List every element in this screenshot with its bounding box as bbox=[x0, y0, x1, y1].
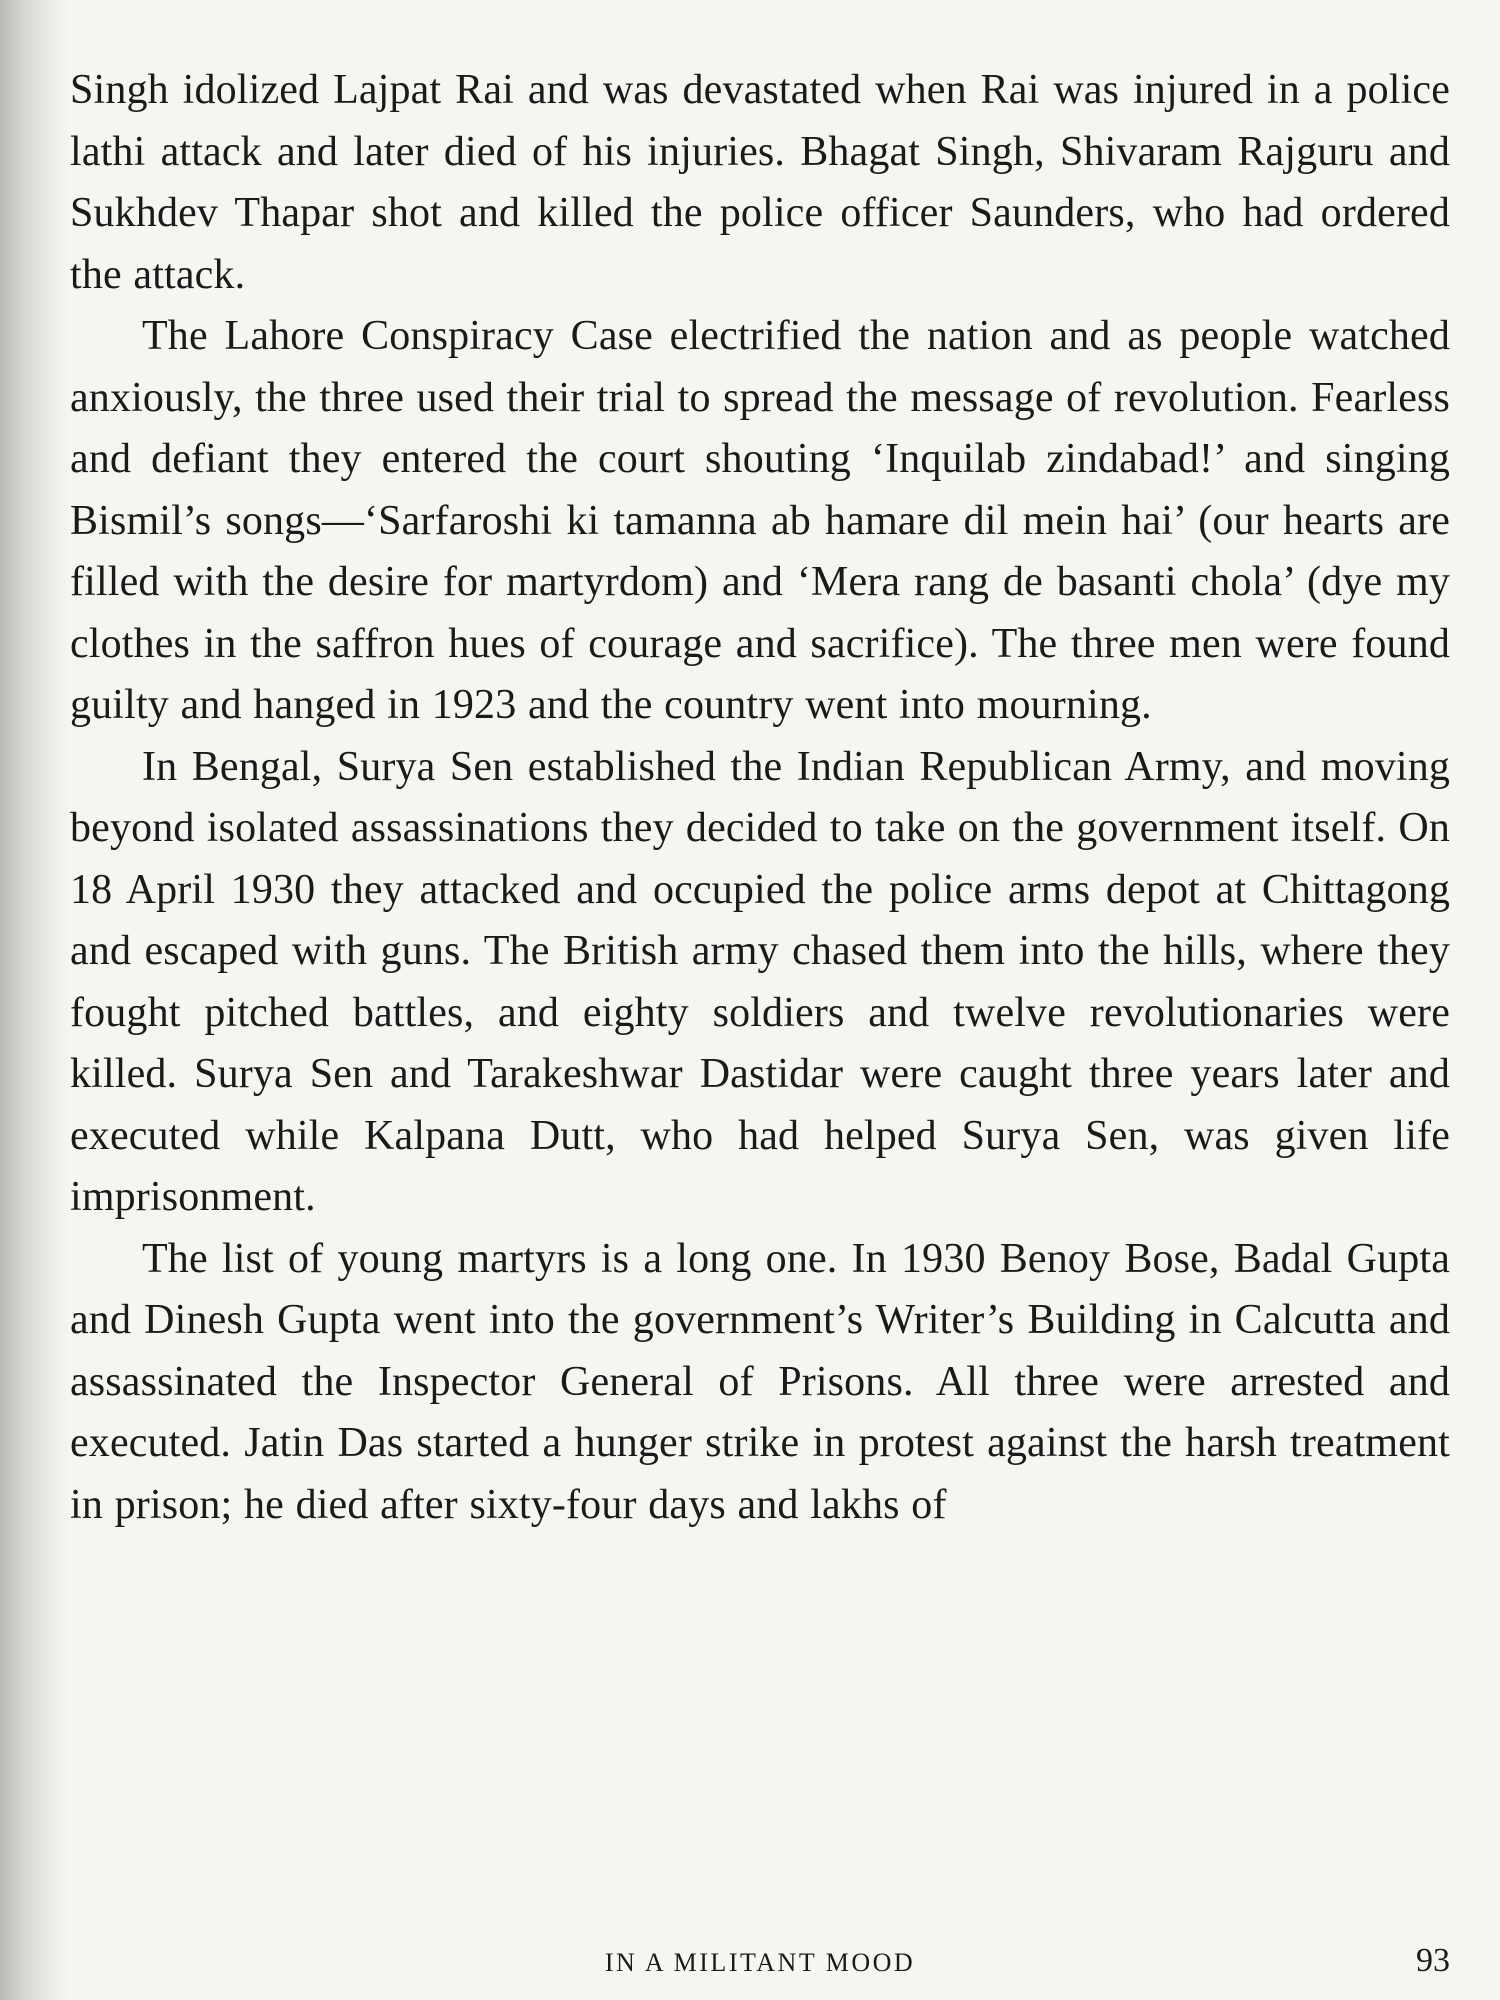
running-head: IN A MILITANT MOOD bbox=[604, 1948, 916, 1977]
page-footer bbox=[70, 1942, 1450, 1988]
binding-shadow bbox=[0, 0, 70, 2000]
paragraph-2: The Lahore Conspiracy Case electrified the nation and as people watched anxiously, the three used their trial to spread the message of revolution. Fearless and defiant they entered the court shouting ‘Inquilab zindabad!’ and singing Bismil’s songs—‘Sarfaroshi ki tamanna ab hamare dil mein hai’ (our hearts are filled with the desire for martyrdom) and ‘Mera rang de basanti chola’ (dye my clothes in the saffron hues of courage and sacrifice). The three men were found guilty and hanged in 1923 and the country went into mourning. bbox=[70, 313, 1450, 728]
page-number: 93 bbox=[1416, 1942, 1450, 1979]
paragraph-1: Singh idolized Lajpat Rai and was devastated when Rai was injured in a police lathi attack and later died of his injuries. Bhagat Singh, Shivaram Rajguru and Sukhdev Thapar shot and killed the police officer Saunders, who had ordered the attack. bbox=[70, 67, 1450, 298]
page-body bbox=[70, 60, 1450, 1536]
paragraph-4: The list of young martyrs is a long one. In 1930 Benoy Bose, Badal Gupta and Dinesh Gupta went into the government’s Writer’s Building in Calcutta and assassinated the Inspector General of Prisons. All three were arrested and executed. Jatin Das started a hunger strike in protest against the harsh treatment in prison; he died after sixty-four days and lakhs of bbox=[70, 1235, 1450, 1528]
paragraph-3: In Bengal, Surya Sen established the Indian Republican Army, and moving beyond isolated assassinations they decided to take on the government itself. On 18 April 1930 they attacked and occupied the police arms depot at Chittagong and escaped with guns. The British army chased them into the hills, where they fought pitched battles, and eighty soldiers and twelve revolutionaries were killed. Surya Sen and Tarakeshwar Dastidar were caught three years later and executed while Kalpana Dutt, who had helped Surya Sen, was given life imprisonment. bbox=[70, 743, 1450, 1220]
